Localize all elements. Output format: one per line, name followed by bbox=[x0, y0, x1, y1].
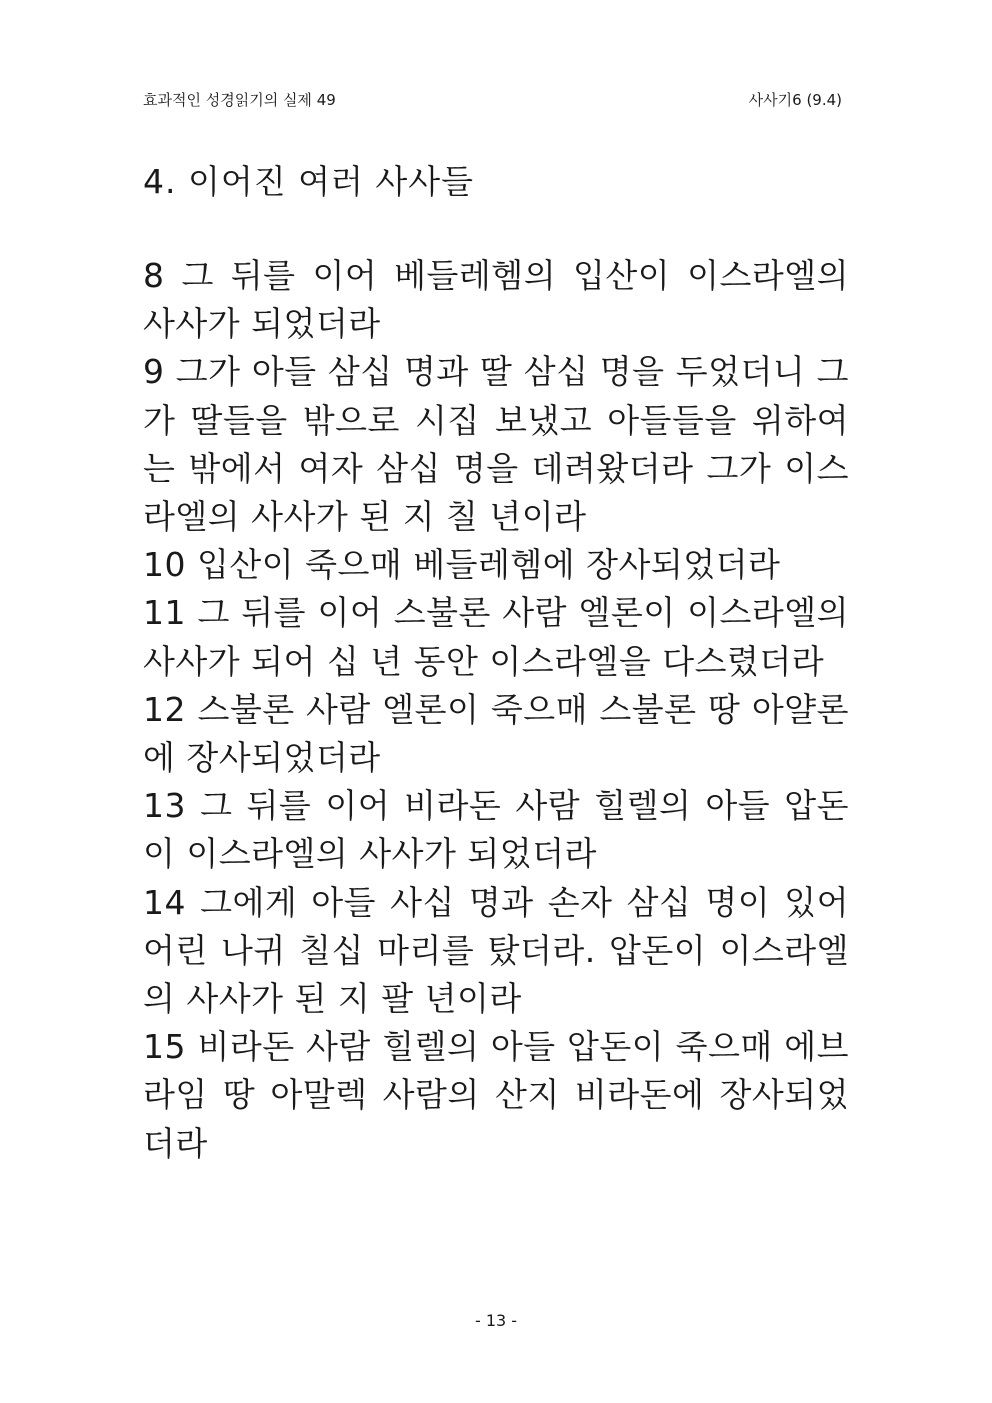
verse-9: 9 그가 아들 삼십 명과 딸 삼십 명을 두었더니 그가 딸들을 밖으로 시집 보냈고 아들들을 위하여는 밖에서 여자 삼십 명을 데려왔더라 그가 이스라엘의 사사가 된 지 칠 년이라 bbox=[143, 352, 849, 537]
page-number: - 13 - bbox=[474, 1311, 518, 1330]
header-book-title: 효과적인 성경읽기의 실제 49 bbox=[143, 91, 336, 109]
verse-14: 14 그에게 아들 사십 명과 손자 삼십 명이 있어 어린 나귀 칠십 마리를 탔더라. 압돈이 이스라엘의 사사가 된 지 팔 년이라 bbox=[143, 882, 849, 1019]
verse-8: 8 그 뒤를 이어 베들레헴의 입산이 이스라엘의 사사가 되었더라 bbox=[143, 256, 849, 344]
verse-13: 13 그 뒤를 이어 비라돈 사람 힐렐의 아들 압돈이 이스라엘의 사사가 되었더라 bbox=[143, 786, 849, 874]
section-title: 4. 이어진 여러 사사들 bbox=[143, 162, 474, 201]
verse-11: 11 그 뒤를 이어 스불론 사람 엘론이 이스라엘의 사사가 되어 십 년 동안 이스라엘을 다스렸더라 bbox=[143, 593, 849, 681]
header-chapter-date: 사사기6 (9.4) bbox=[748, 91, 842, 109]
verse-15: 15 비라돈 사람 힐렐의 아들 압돈이 죽으매 에브라임 땅 아말렉 사람의 산지 비라돈에 장사되었더라 bbox=[143, 1027, 849, 1163]
verse-10: 10 입산이 죽으매 베들레헴에 장사되었더라 bbox=[143, 545, 781, 585]
verse-list bbox=[143, 252, 849, 1168]
verse-12: 12 스불론 사람 엘론이 죽으매 스불론 땅 아얄론에 장사되었더라 bbox=[143, 689, 849, 778]
